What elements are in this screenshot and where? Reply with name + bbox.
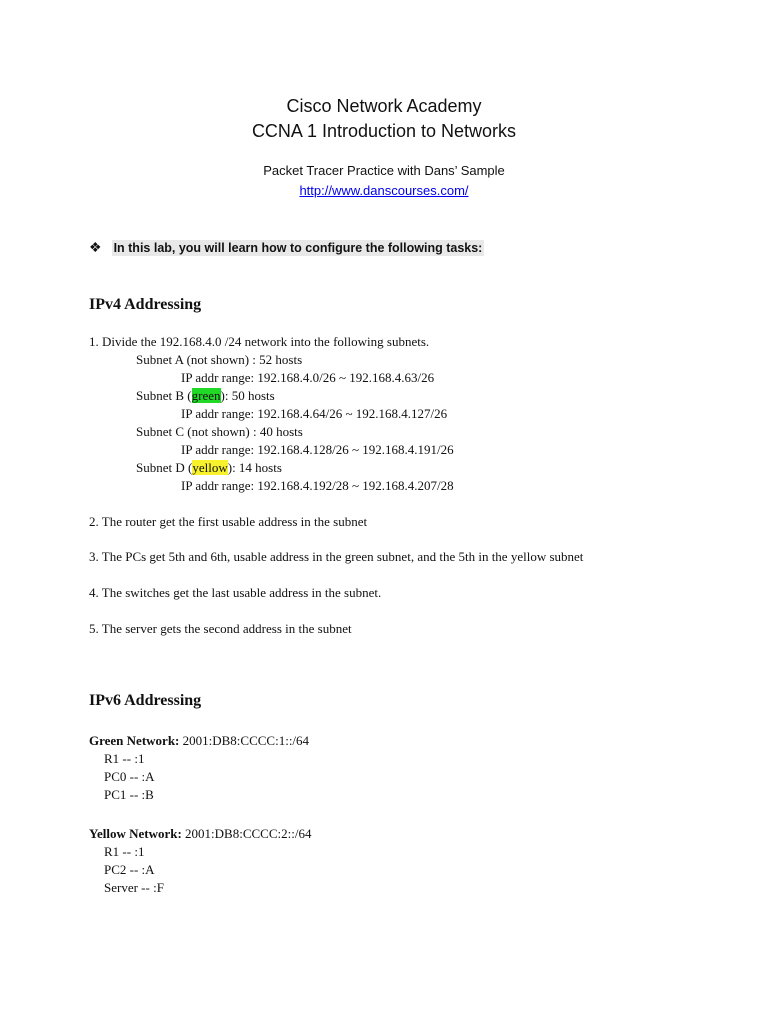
green-item: PC1 -- :B (104, 787, 154, 802)
subnet-a-range: IP addr range: 192.168.4.0/26 ~ 192.168.4.63/26 (181, 370, 435, 385)
ipv6-heading: IPv6 Addressing (89, 692, 202, 709)
yellow-network-label: Yellow Network: (89, 826, 182, 841)
yellow-item: R1 -- :1 (104, 844, 145, 859)
green-network (89, 733, 309, 749)
subnet-d-prefix: Subnet D ( (136, 460, 193, 475)
subnet-b-suffix: ): 50 hosts (220, 388, 275, 403)
ipv4-task2: 2. The router get the first usable address in the subnet (89, 514, 368, 529)
doc-subtitle: Packet Tracer Practice with Dans’ Sample (263, 163, 505, 178)
green-item: PC0 -- :A (104, 769, 155, 784)
diamond-bullet-icon: ❖ (89, 239, 102, 255)
ipv4-task4: 4. The switches get the last usable address in the subnet. (89, 585, 382, 600)
doc-title-line1: Cisco Network Academy (286, 96, 482, 116)
subnet-d-suffix: ): 14 hosts (227, 460, 282, 475)
green-network-prefix: 2001:DB8:CCCC:1::/64 (179, 733, 310, 748)
green-highlight: green (191, 388, 221, 403)
intro-text: In this lab, you will learn how to configure the following tasks: (113, 240, 483, 255)
doc-title-line2: CCNA 1 Introduction to Networks (251, 121, 517, 141)
yellow-network (89, 826, 311, 842)
subnet-a: Subnet A (not shown) : 52 hosts (136, 352, 303, 367)
green-item: R1 -- :1 (104, 751, 145, 766)
subnet-c: Subnet C (not shown) : 40 hosts (136, 424, 303, 439)
green-network-label: Green Network: (89, 733, 180, 748)
subnet-d-range: IP addr range: 192.168.4.192/28 ~ 192.168.4.207/28 (181, 478, 454, 493)
subnet-b-range: IP addr range: 192.168.4.64/26 ~ 192.168.4.127/26 (181, 406, 448, 421)
subnet-d (136, 460, 282, 476)
ipv4-heading: IPv4 Addressing (89, 296, 202, 313)
yellow-item: Server -- :F (104, 880, 164, 895)
website-link[interactable]: http://www.danscourses.com/ (299, 183, 469, 198)
subnet-b (136, 388, 275, 404)
ipv4-task3: 3. The PCs get 5th and 6th, usable address in the green subnet, and the 5th in the yellow subnet (89, 549, 584, 564)
subnet-b-prefix: Subnet B ( (136, 388, 192, 403)
ipv4-task5: 5. The server gets the second address in the subnet (89, 621, 352, 636)
ipv4-task1: 1. Divide the 192.168.4.0 /24 network into the following subnets. (89, 334, 430, 349)
yellow-highlight: yellow (192, 460, 228, 475)
yellow-item: PC2 -- :A (104, 862, 155, 877)
yellow-network-prefix: 2001:DB8:CCCC:2::/64 (181, 826, 312, 841)
intro-bullet (89, 239, 484, 256)
website-link-wrapper (0, 183, 768, 198)
subnet-c-range: IP addr range: 192.168.4.128/26 ~ 192.168.4.191/26 (181, 442, 454, 457)
